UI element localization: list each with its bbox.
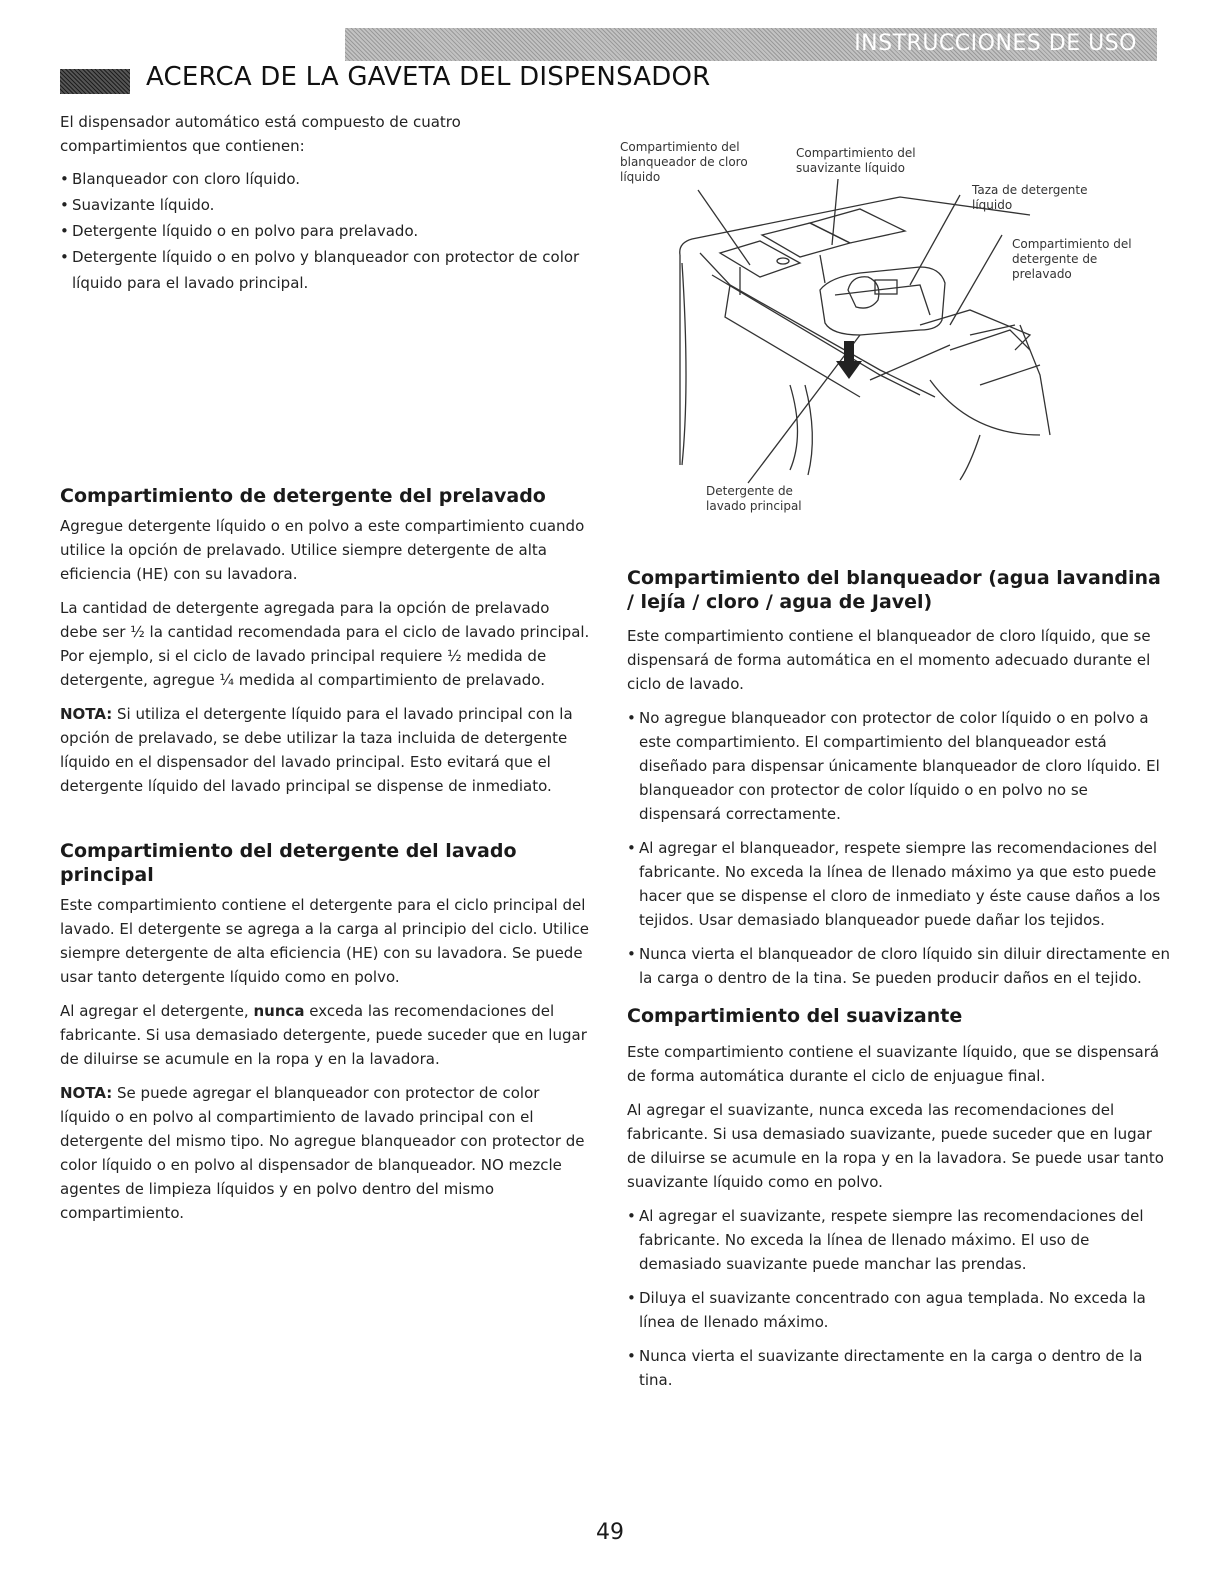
header-banner: [345, 28, 1157, 61]
header-banner-text: INSTRUCCIONES DE USO: [854, 31, 1137, 56]
softener-heading: Compartimiento del suavizante: [627, 1005, 963, 1027]
dispenser-illustration: [620, 135, 1140, 520]
softener-paragraph-1: Este compartimiento contiene el suavizante líquido, que se dispensará de forma automática durante el ciclo de enjuague final.: [627, 1043, 1160, 1085]
main-wash-paragraph-2: [60, 999, 590, 1071]
prewash-paragraph-2: La cantidad de detergente agregada para la opción de prelavado debe ser ½ la cantidad recomendada para el ciclo de lavado principal. Por ejemplo, si el ciclo de lavado principal requiere ½ medida de detergente, agregue ¼ medida al compartimiento de prelavado.: [60, 599, 590, 689]
list-item: • No agregue blanqueador con protector de color líquido o en polvo a este compartimiento. El compartimiento del blanqueador está diseñado para dispensar únicamente blanqueador de cloro líquido. El blanqueador con protector de color líquido o en polvo no se dispensará correctamente.: [627, 706, 1172, 826]
label-prewash-compartment: Compartimiento del detergente de prelavado: [1012, 237, 1132, 281]
list-item: • Nunca vierta el suavizante directamente en la carga o dentro de la tina.: [627, 1344, 1172, 1392]
main-wash-section: [60, 839, 590, 1225]
emphasis-never: nunca: [253, 1002, 305, 1020]
label-softener-compartment: Compartimiento del suavizante líquido: [796, 146, 916, 175]
main-wash-note: [60, 1081, 590, 1225]
main-wash-heading: Compartimiento del detergente del lavado principal: [60, 840, 517, 886]
list-item: • Blanqueador con cloro líquido.: [60, 166, 580, 192]
list-item: • Al agregar el suavizante, respete siempre las recomendaciones del fabricante. No exceda la línea de llenado máximo. El uso de demasiado suavizante puede manchar las prendas.: [627, 1204, 1172, 1276]
bleach-paragraph-1: Este compartimiento contiene el blanqueador de cloro líquido, que se dispensará de forma automática en el momento adecuado durante el ciclo de lavado.: [627, 627, 1151, 693]
softener-list: [627, 1204, 1172, 1392]
softener-section: [627, 1004, 1172, 1392]
list-item: • Suavizante líquido.: [60, 192, 580, 218]
list-item: • Nunca vierta el blanqueador de cloro líquido sin diluir directamente en la carga o dentro de la tina. Se pueden producir daños en el tejido.: [627, 942, 1172, 990]
softener-paragraph-2: Al agregar el suavizante, nunca exceda las recomendaciones del fabricante. Si usa demasiado suavizante, puede suceder que en lugar de diluirse se acumule en la ropa y en la lavadora. Se puede usar tanto suavizante líquido como en polvo.: [627, 1101, 1164, 1191]
title-marker: [60, 69, 130, 94]
intro-list: [60, 166, 580, 296]
main-wash-paragraph-1: Este compartimiento contiene el detergente para el ciclo principal del lavado. El detergente se agrega a la carga al principio del ciclo. Utilice siempre detergente de alta eficiencia (HE) con su lavadora. Se puede usar tanto detergente líquido como en polvo.: [60, 896, 590, 986]
label-main-wash-detergent: Detergente de lavado principal: [706, 484, 802, 513]
text-span: exceda las recomendaciones del fabricante. Si usa demasiado detergente, puede suceder que en lugar de diluirse se acumule en la ropa y en la lavadora.: [60, 1002, 587, 1068]
intro-text: El dispensador automático está compuesto de cuatro compartimientos que contienen:: [60, 113, 461, 155]
note-text: Se puede agregar el blanqueador con protector de color líquido o en polvo al compartimiento de lavado principal con el detergente del mismo tipo. No agregue blanqueador con protector de color líquido o en polvo al dispensador de blanqueador. NO mezcle agentes de limpieza líquidos y en polvo dentro del mismo compartimiento.: [60, 1084, 585, 1222]
page-number: 49: [596, 1520, 624, 1545]
list-item: • Diluya el suavizante concentrado con agua templada. No exceda la línea de llenado máximo.: [627, 1286, 1172, 1334]
label-liquid-cup: Taza de detergente líquido: [972, 183, 1088, 212]
note-text: Si utiliza el detergente líquido para el lavado principal con la opción de prelavado, se debe utilizar la taza incluida de detergente líquido en el dispensador del lavado principal. Esto evitará que el detergente líquido del lavado principal se dispense de inmediato.: [60, 705, 573, 795]
prewash-paragraph-1: Agregue detergente líquido o en polvo a este compartimiento cuando utilice la opción de prelavado. Utilice siempre detergente de alta eficiencia (HE) con su lavadora.: [60, 517, 585, 583]
list-item: • Detergente líquido o en polvo y blanqueador con protector de color líquido para el lavado principal.: [60, 244, 580, 296]
text-span: Al agregar el detergente,: [60, 1002, 254, 1020]
list-item: • Al agregar el blanqueador, respete siempre las recomendaciones del fabricante. No exceda la línea de llenado máximo ya que esto puede hacer que se dispense el cloro de inmediato y éste cause daños a los tejidos. Usar demasiado blanqueador puede dañar los tejidos.: [627, 836, 1172, 932]
page-title: ACERCA DE LA GAVETA DEL DISPENSADOR: [146, 62, 711, 92]
prewash-note: [60, 702, 590, 798]
intro-section: [60, 110, 580, 296]
list-item: • Detergente líquido o en polvo para prelavado.: [60, 218, 580, 244]
label-bleach-compartment: Compartimiento del blanqueador de cloro líquido: [620, 140, 748, 184]
bleach-heading: Compartimiento del blanqueador (agua lavandina / lejía / cloro / agua de Javel): [627, 567, 1161, 613]
note-label: NOTA:: [60, 1084, 113, 1102]
note-label: NOTA:: [60, 705, 113, 723]
bleach-list: [627, 706, 1172, 990]
bleach-section: [627, 566, 1172, 990]
prewash-heading: Compartimiento de detergente del prelavado: [60, 485, 546, 507]
prewash-section: [60, 484, 590, 798]
